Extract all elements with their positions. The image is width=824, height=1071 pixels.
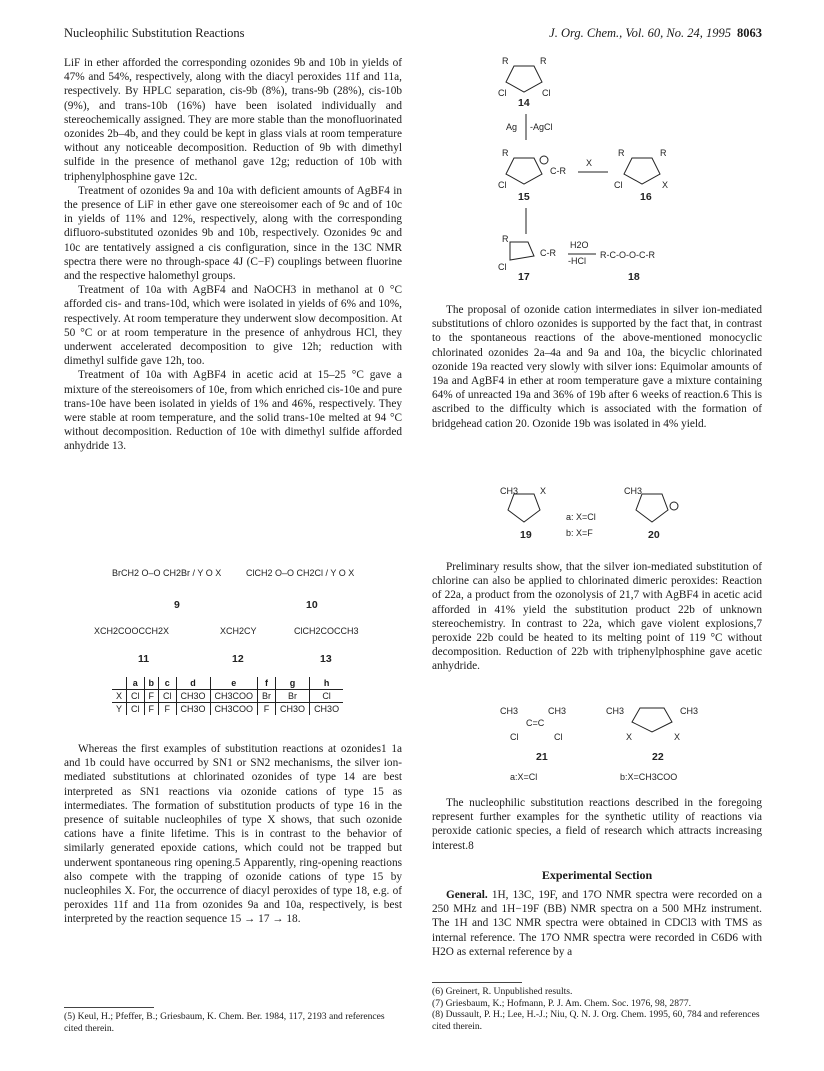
structure-10: ClCH2 O–O CH2Cl / Y O X [246, 568, 355, 578]
paragraph: Treatment of 10a with AgBF4 and NaOCH3 in methanol at 0 °C afforded cis- and trans-10d, which were isolated in yields of 6% and 10%, respectively. At room temperature they underwent slow decomposition. At 50 °C or at room temperature in the presence of anhydrous HCl, they underwent accelerated decomposition to give 12h; reduction with dimethyl sulfide gave 12h, too. [64, 284, 402, 368]
table-cell: Y [116, 704, 123, 714]
section-heading: Experimental Section [541, 868, 653, 882]
table-cell: F [159, 703, 177, 716]
reagent-label: -HCl [568, 256, 586, 266]
paragraph: Treatment of ozonides 9a and 10a with deficient amounts of AgBF4 in the presence of LiF in ether gave one stereoisomer each of 9c and of 10c in yields of 11% and 12%, respectively, along with the corresponding difluoro-substituted ozonides 9b and 10b, respectively. Ozonides 9c and 10c are tentatively assigned a cis configuration, since in the 13C NMR spectra there were no through-space 4J (C−F) couplings between fluorine and the respective halomethyl groups. [64, 184, 402, 283]
compound-number: 19 [520, 529, 532, 541]
table-cell: CH3O [176, 703, 210, 716]
footnote: (7) Griesbaum, K.; Hofmann, P. J. Am. Chem. Soc. 1976, 98, 2877. [432, 997, 692, 1009]
table-cell: CH3COO [210, 703, 258, 716]
running-head-right [549, 26, 762, 41]
cation-icon [670, 502, 678, 510]
table-header-row [112, 677, 343, 690]
structures-19-20 [500, 484, 720, 544]
compound-number: 21 [536, 751, 548, 763]
footnote: (6) Greinert, R. Unpublished results. [432, 986, 573, 997]
footnote: (8) Dussault, P. H.; Lee, H.-J.; Niu, Q. N. J. Org. Chem. 1995, 60, 784 and references cited therein. [432, 1009, 760, 1032]
table-cell: h [310, 677, 344, 690]
svg-text:X: X [626, 732, 633, 742]
structure-17 [498, 234, 556, 272]
table-row [112, 703, 343, 716]
svg-text:CH3: CH3 [500, 706, 519, 716]
svg-text:CH3: CH3 [606, 706, 625, 716]
svg-text:Cl: Cl [542, 88, 551, 98]
substituent-label: b:X=CH3COO [620, 772, 678, 782]
table-cell: CH3O [310, 703, 344, 716]
svg-text:Cl: Cl [498, 262, 507, 272]
structure-21 [500, 706, 566, 742]
table-cell: d [176, 677, 210, 690]
compound-number: 13 [320, 653, 332, 665]
structure-11: XCH2COOCCH2X [94, 626, 170, 636]
svg-text:R: R [502, 56, 509, 66]
left-column-bottom [64, 742, 402, 927]
table-cell: F [144, 703, 159, 716]
page-number: 8063 [737, 26, 762, 40]
right-column-top [432, 303, 762, 431]
structure-22 [606, 706, 698, 742]
structure-14 [498, 56, 551, 98]
footnote: (5) Keul, H.; Pfeffer, B.; Griesbaum, K. Chem. Ber. 1984, 117, 2193 and references cited therein. [64, 1011, 385, 1034]
structures-21-22 [500, 700, 720, 788]
paragraph: The nucleophilic substitution reactions described in the foregoing represent further examples for the synthetic utility of reactions via peroxide cationic species, a field of research which attracts increasing interest.8 [432, 797, 762, 852]
structures-9-13 [94, 562, 372, 672]
structure-20 [636, 494, 668, 522]
compound-number: 12 [232, 653, 244, 665]
cation-icon [540, 156, 548, 164]
structure-9: BrCH2 O–O CH2Br / Y O X [112, 568, 222, 578]
svg-text:CH3: CH3 [680, 706, 699, 716]
table-cell: F [258, 703, 276, 716]
table-cell [112, 677, 127, 690]
structure-16 [614, 148, 668, 190]
right-column-lower [432, 796, 762, 853]
footnotes-right [432, 986, 762, 1032]
journal-citation: J. Org. Chem., Vol. 60, No. 24, 1995 [549, 26, 731, 40]
svg-text:R: R [618, 148, 625, 158]
compound-number: 16 [640, 191, 652, 203]
svg-text:Cl: Cl [498, 180, 507, 190]
svg-text:R: R [540, 56, 547, 66]
reaction-scheme-14-18 [500, 52, 720, 284]
run-in-heading: General. [446, 889, 488, 901]
svg-text:R: R [502, 234, 509, 244]
svg-text:CH3: CH3 [548, 706, 567, 716]
svg-text:C=C: C=C [526, 718, 545, 728]
left-column-top [64, 56, 402, 454]
footnote-rule [432, 982, 522, 983]
svg-text:Cl: Cl [554, 732, 563, 742]
table-cell: a [127, 677, 145, 690]
svg-text:C-R: C-R [550, 166, 566, 176]
table-cell: Br [258, 690, 276, 703]
structure-19 [508, 494, 540, 522]
table-row [112, 690, 343, 703]
svg-text:R: R [660, 148, 667, 158]
running-head-left: Nucleophilic Substitution Reactions [64, 26, 245, 40]
compound-number: 17 [518, 271, 530, 283]
label-ch3: CH3 [624, 486, 643, 496]
compound-number: 10 [306, 599, 318, 611]
structure-18: R-C-O-O-C-R [600, 250, 655, 260]
table-cell: g [276, 677, 310, 690]
table-cell: f [258, 677, 276, 690]
reagent-label: Ag [506, 122, 518, 132]
compound-number: 20 [648, 529, 660, 541]
svg-text:Cl: Cl [614, 180, 623, 190]
substituent-label: a: X=Cl [566, 512, 596, 522]
table-cell: X [112, 690, 127, 703]
paragraph: Whereas the first examples of substitution reactions at ozonides1 1a and 1b could have occurred by SN1 or SN2 mechanisms, the silver ion-mediated substitutions at chlorinated ozonides of type 14 are best interpreted as SN1 reactions via ozonide cations of type 15 as intermediates. The formation of substitution products of type 16 in the presence of suitable nucleophiles of type X shows, that such ozonide cations have a finite lifetime. This is in contrast to the behavior of similarly generated epoxide cations, which could not be trapped but underwent spontaneous ring opening.5 Apparently, ring-opening reactions also compete with the trapping of ozonide cations of type 15 by nucleophiles X. For, the occurrence of diacyl peroxides of type 18, e.g. of peroxides 11f and 11a from ozonides 9a and 10a, respectively, is best interpreted by the reaction sequence 15 → 17 → 18. [64, 743, 402, 926]
svg-text:Cl: Cl [498, 88, 507, 98]
compound-number: 22 [652, 751, 664, 763]
svg-text:R: R [502, 148, 509, 158]
table-cell: e [210, 677, 258, 690]
svg-text:Cl: Cl [510, 732, 519, 742]
compound-number: 11 [138, 653, 150, 665]
table-cell: Cl [127, 703, 145, 716]
table-cell: Cl [159, 690, 177, 703]
table-cell: F [144, 690, 159, 703]
substituent-table [112, 677, 343, 715]
svg-text:X: X [674, 732, 681, 742]
reagent-label: -AgCl [530, 122, 553, 132]
compound-number: 9 [174, 599, 180, 611]
substituent-label: b: X=F [566, 528, 593, 538]
table-cell: b [144, 677, 159, 690]
svg-text:X: X [662, 180, 669, 190]
compound-number: 15 [518, 191, 530, 203]
table-cell: Br [276, 690, 310, 703]
paragraph-text: 1H, 13C, 19F, and 17O NMR spectra were recorded on a 250 MHz and 1H−19F (BB) NMR spectra on a 500 MHz instrument. The 1H and 13C NMR spectra were obtained in CDCl3 with TMS as internal reference. The 17O NMR spectra were recorded in C6D6 with H2O as external reference by a [432, 889, 762, 958]
table-cell: Cl [310, 690, 344, 703]
paragraph: The proposal of ozonide cation intermediates in silver ion-mediated substitutions of chloro ozonides is supported by the fact that, in contrast to the spontaneous reactions of the above-mentioned monocyclic chlorinated ozonides 2a–4a and 9a and 10a, the bicyclic chlorinated ozonide 19a reacted very slowly with silver ions: Equimolar amounts of 19a and AgBF4 in ether at room temperature gave a mixture containing 64% of unreacted 19a and 36% of 19b after 6 weeks of reaction.6 This is ascribed to the difficulty which is associated with the formation of bridgehead cation 20. Ozonide 19b was isolated in 4% yield. [432, 304, 762, 430]
table-cell: c [159, 677, 177, 690]
footnote-rule [64, 1007, 154, 1008]
reagent-label: H2O [570, 240, 589, 250]
structure-13: ClCH2COCCH3 [294, 626, 359, 636]
compound-number: 18 [628, 271, 640, 283]
right-column-middle [432, 560, 762, 674]
paragraph: LiF in ether afforded the corresponding ozonides 9b and 10b in yields of 47% and 54%, respectively, along with the diacyl peroxides 11f and 11a, respectively. By HPLC separation, cis-9b (8%), trans-9b (28%), cis-10b (9%), and trans-10b (16%) have been isolated individually and stereochemically assigned. They are more stable than the monofluorinated ozonides 2b–4b, and they could be kept in glass vials at room temperature without any noticeable decomposition. Reduction of 9b with dimethyl sulfide in the presence of methanol gave 12g; reduction of 10b with triphenylphosphine gave 12c. [64, 57, 402, 183]
svg-text:X: X [540, 486, 547, 496]
label-ch3: CH3 [500, 486, 519, 496]
table-cell: CH3COO [210, 690, 258, 703]
table-cell: Cl [127, 690, 145, 703]
structure-15 [498, 148, 566, 190]
reagent-label: X [586, 158, 593, 168]
table-cell: CH3O [176, 690, 210, 703]
table-cell: CH3O [276, 703, 310, 716]
substituent-label: a:X=Cl [510, 772, 538, 782]
structure-12: XCH2CY [220, 626, 257, 636]
paragraph [432, 888, 762, 959]
compound-number: 14 [518, 97, 530, 109]
svg-text:C-R: C-R [540, 248, 556, 258]
right-column-bottom [432, 888, 762, 959]
paragraph: Treatment of 10a with AgBF4 in acetic acid at 15–25 °C gave a mixture of the stereoisomers of 10e, from which enriched cis-10e and pure trans-10e have been isolated in yields of 1% and 46%, respectively. They were stable at room temperature, and the solid trans-10e melted at 94 °C without decomposition. Reduction of 10e with dimethyl sulfide afforded anhydride 13. [64, 369, 402, 453]
paragraph: Preliminary results show, that the silver ion-mediated substitution of chlorine can also be applied to chlorinated dimeric peroxides: Reaction of 22a, a product from the ozonolysis of 21,7 with AgBF4 in acetic acid afforded in 41% yield the substitution product 22b of unknown stereochemistry. In contrast to 22a, which gave violent explosions,7 peroxide 22b could be heated to its melting point of 119 °C without decomposition. Reduction of 22b with triphenylphosphine gave acetic anhydride. [432, 561, 762, 673]
